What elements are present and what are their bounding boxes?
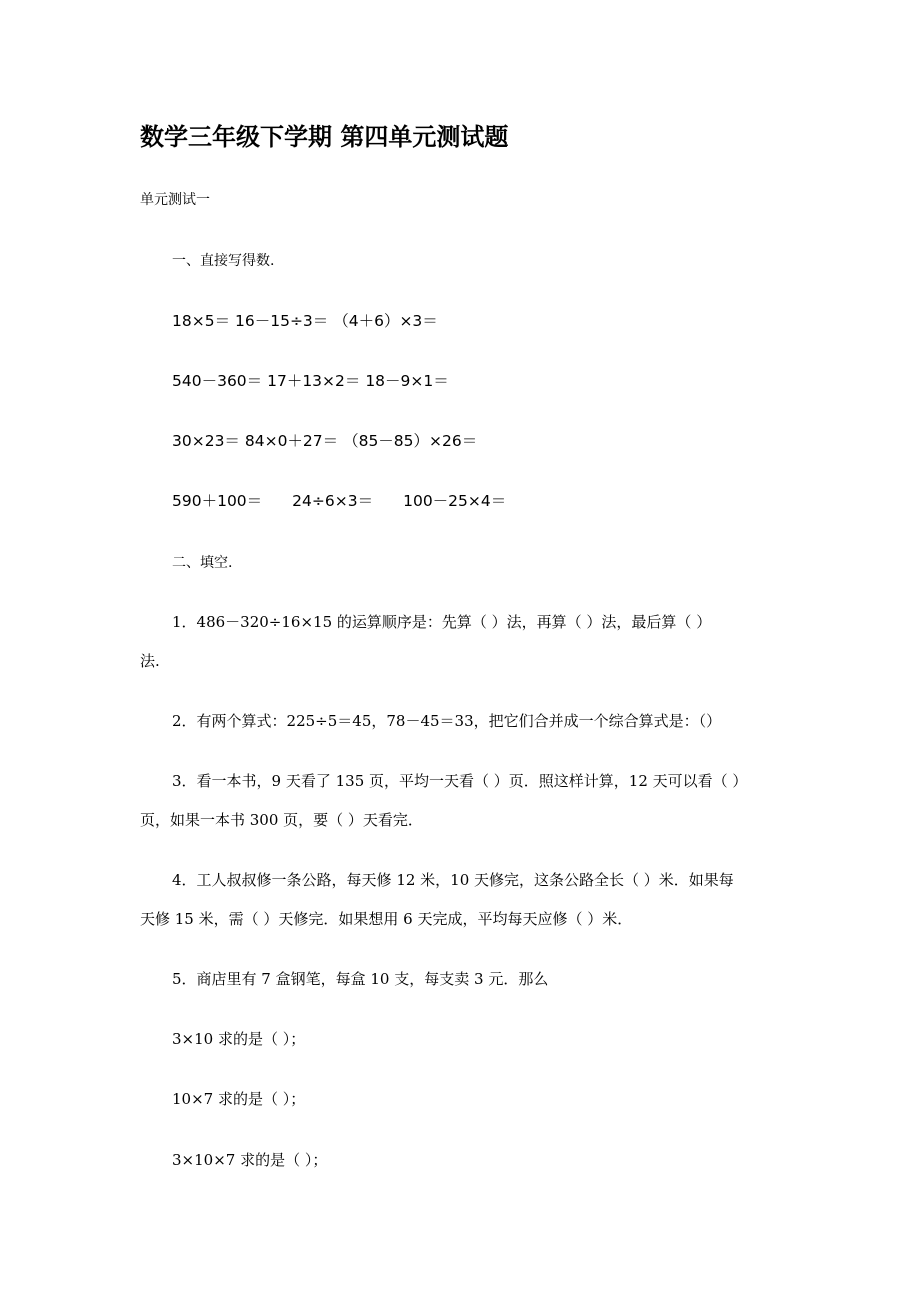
arithmetic-row-4 bbox=[172, 491, 506, 511]
section-heading-2: 二、填空. bbox=[172, 555, 233, 571]
question-4-line-1: 4．工人叔叔修一条公路，每天修 12 米，10 天修完，这条公路全长（ ）米．如果每 bbox=[172, 871, 734, 889]
question-5-part-a: 3×10 求的是（ ）； bbox=[172, 1030, 306, 1048]
question-3-line-1: 3．看一本书，9 天看了 135 页，平均一天看（ ）页．照这样计算，12 天可以看（ ） bbox=[172, 772, 748, 790]
question-5-intro: 5．商店里有 7 盒钢笔，每盒 10 支，每支卖 3 元．那么 bbox=[172, 970, 549, 988]
question-5-part-c: 3×10×7 求的是（ ）； bbox=[172, 1151, 328, 1169]
document-title: 数学三年级下学期 第四单元测试题 bbox=[140, 122, 509, 151]
question-2: 2．有两个算式：225÷5＝45，78－45＝33，把它们合并成一个综合算式是：（） bbox=[172, 712, 722, 730]
section-heading-1: 一、直接写得数. bbox=[172, 253, 275, 269]
section-subtitle: 单元测试一 bbox=[140, 192, 210, 208]
question-3-line-2: 页，如果一本书 300 页，要（ ）天看完． bbox=[140, 811, 423, 829]
question-5-part-b: 10×7 求的是（ ）； bbox=[172, 1090, 306, 1108]
arithmetic-row-1: 18×5＝ 16－15÷3＝ （4＋6）×3＝ bbox=[172, 312, 438, 330]
arithmetic-row-4-item-a: 590＋100＝ bbox=[172, 492, 263, 510]
arithmetic-row-2: 540－360＝ 17＋13×2＝ 18－9×1＝ bbox=[172, 372, 449, 390]
question-1-line-2: 法. bbox=[140, 652, 160, 670]
question-1-line-1: 1．486－320÷16×15 的运算顺序是：先算（ ）法，再算（ ）法，最后算（ ） bbox=[172, 613, 712, 631]
arithmetic-row-4-item-c: 100－25×4＝ bbox=[403, 492, 507, 510]
arithmetic-row-4-item-b: 24÷6×3＝ bbox=[292, 492, 374, 510]
arithmetic-row-3: 30×23＝ 84×0＋27＝ （85－85）×26＝ bbox=[172, 432, 478, 450]
question-4-line-2: 天修 15 米，需（ ）天修完．如果想用 6 天完成，平均每天应修（ ）米． bbox=[140, 910, 633, 928]
